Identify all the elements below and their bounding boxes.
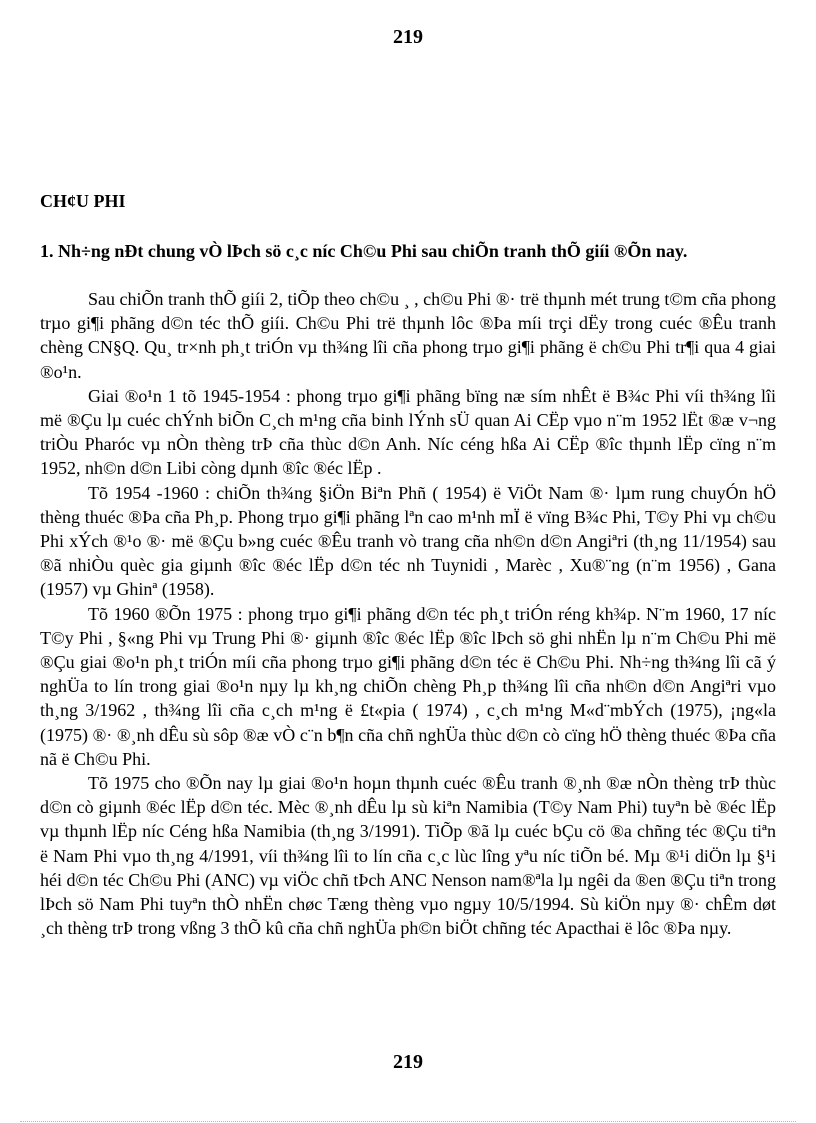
- paragraph: Sau chiÕn tranh thÕ giíi 2, tiÕp theo ch©u ¸ , ch©u Phi ®· trë thµnh mét trung t©m cña phong trµo gi¶i phãng d©n téc thÕ giíi. Ch©u Phi trë thµnh lôc ®Þa míi trçi dËy trong cuéc ®Êu tranh chèng CN§Q. Qu¸ tr×nh ph¸t triÓn vµ th¾ng lîi cña phong trµo gi¶i phãng ë ch©u Phi tr¶i qua 4 giai ®o¹n.: [40, 289, 776, 382]
- paragraph: Tõ 1975 cho ®Õn nay lµ giai ®o¹n hoµn thµnh cuéc ®Êu tranh ®¸nh ®æ nÒn thèng trÞ thùc d©n cò giµnh ®éc lËp d©n téc. Mèc ®¸nh dÊu lµ sù kiªn Namibia (T©y Nam Phi) tuyªn bè ®éc lËp vµ thµnh lËp níc Céng hßa Namibia (th¸ng 3/1991). TiÕp ®ã lµ cuéc bÇu cö ®a chñng téc ®Çu tiªn ë Nam Phi vµo th¸ng 4/1991, víi th¾ng lîi to lín cña c¸c lùc lîng yªu níc tiÕn bé. Mµ ®¹i diÖn lµ §¹i héi d©n téc Ch©u Phi (ANC) vµ viÖc chñ tÞch ANC Nenson nam®ªla lµ ngêi da ®en ®Çu tiªn trong lÞch sö Nam Phi tuyªn thÒ nhËn chøc Tæng thèng vµo ngµy 10/5/1994. Sù kiÖn nµy ®· chÊm døt ¸ch thèng trÞ trong vßng 3 thÕ kû cña chñ nghÜa ph©n biÖt chñng téc Apacthai ë lôc ®Þa nµy.: [40, 773, 776, 939]
- page-number-top: 219: [393, 26, 423, 48]
- page-number-bottom: 219: [393, 1051, 423, 1073]
- paragraph: Giai ®o¹n 1 tõ 1945-1954 : phong trµo gi¶i phãng bïng næ sím nhÊt ë B¾c Phi víi th¾ng lîi më ®Çu lµ cuéc chÝnh biÕn C¸ch m¹ng cña binh lÝnh sÜ quan Ai CËp vµo n¨m 1952 lËt ®æ v¬ng triÒu Pharóc vµ nÒn thèng trÞ cña thùc d©n Anh. Níc céng hßa Ai CËp ®îc thµnh lËp cïng n¨m 1952, nh©n d©n Libi còng dµnh ®îc ®éc lËp .: [40, 385, 776, 479]
- section-title: 1. Nh÷ng nÐt chung vÒ lÞch sö c¸c níc Ch©u Phi sau chiÕn tranh thÕ giíi ®Õn nay.: [40, 241, 688, 261]
- paragraph: Tõ 1960 ®Õn 1975 : phong trµo gi¶i phãng d©n téc ph¸t triÓn réng kh¾p. N¨m 1960, 17 níc T©y Phi , §«ng Phi vµ Trung Phi ®· giµnh ®îc ®éc lËp ®îc lÞch sö ghi nhËn lµ n¨m Ch©u Phi më ®Çu giai ®o¹n ph¸t triÓn míi cña phong trµo gi¶i phãng d©n téc ë Ch©u Phi. Nh÷ng th¾ng lîi cã ý nghÜa to lín trong giai ®o¹n nµy lµ kh¸ng chiÕn chèng Ph¸p th¾ng lîi cña nh©n d©n Angiªri vµo th¸ng 3/1962 , th¾ng lîi cña c¸ch m¹ng ë £t«pia ( 1974) , c¸ch m¹ng M«d¨mbÝch (1975), ¡ng«la (1975) ®· ®¸nh dÊu sù sôp ®æ vÒ c¨n b¶n cña chñ nghÜa thùc d©n cò cïng hÖ thèng thuéc ®Þa cña nã ë Ch©u Phi.: [40, 603, 776, 769]
- body-text: [40, 287, 776, 940]
- page-divider: [20, 1121, 796, 1122]
- chapter-heading: CH¢U PHI: [40, 191, 126, 211]
- paragraph: Tõ 1954 -1960 : chiÕn th¾ng §iÖn Biªn Phñ ( 1954) ë ViÖt Nam ®· lµm rung chuyÓn hÖ thèng thuéc ®Þa cña Ph¸p. Phong trµo gi¶i phãng lªn cao m¹nh mÏ ë vïng B¾c Phi, T©y Phi vµ ch©u Phi xÝch ®¹o ®· më ®Çu b»ng cuéc ®Êu tranh vò trang cña nh©n d©n Angiªri (th¸ng 11/1954) sau ®ã nhiÒu quèc gia giµnh ®îc ®éc lËp d©n téc nh Tuynidi , Marèc , Xu®¨ng (n¨m 1956) , Gana (1957) vµ Ghinª (1958).: [40, 482, 776, 600]
